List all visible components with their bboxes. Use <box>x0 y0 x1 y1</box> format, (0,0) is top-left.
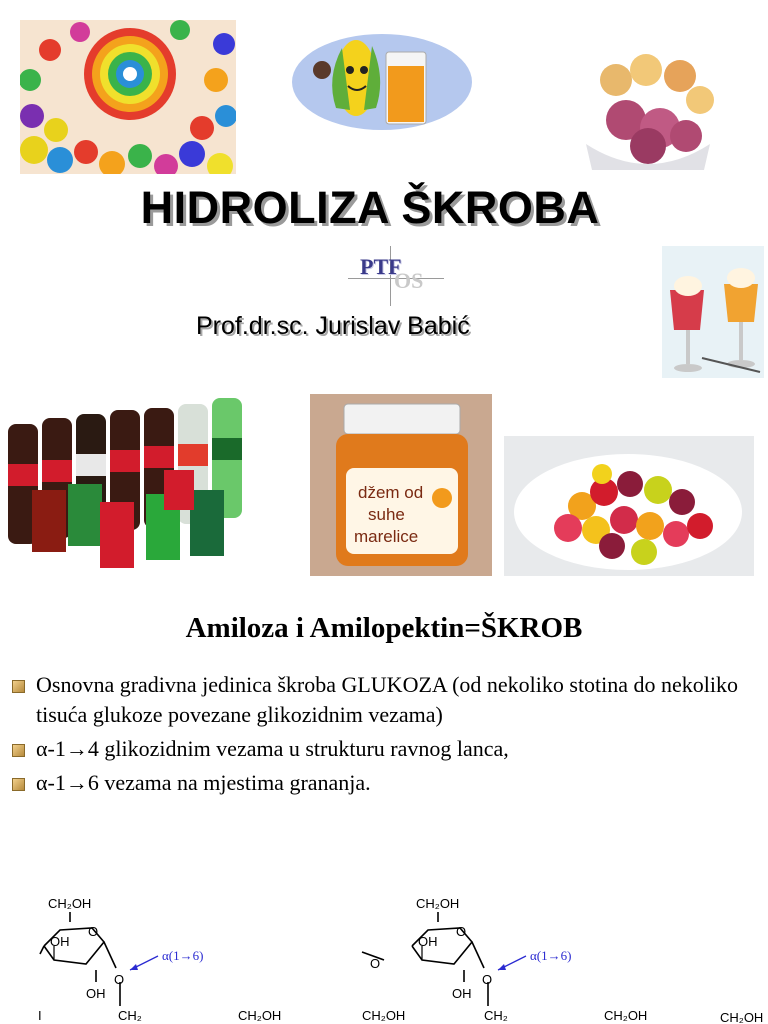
jelly-desserts-photo <box>662 246 764 378</box>
o-label: O <box>370 956 381 971</box>
logo-ptf-text: PTF <box>360 254 402 279</box>
ch2oh-label: CH₂OH <box>238 1008 282 1023</box>
bullet-text: Osnovna gradivna jedinica škroba GLUKOZA (od nekoliko stotina do nekoliko tisuća glukoze povezane glikozidnim vezama) <box>36 672 739 727</box>
ptf-logo <box>348 246 444 308</box>
glucose-ring-left <box>40 912 120 1006</box>
jelly-candies-photo <box>504 436 754 576</box>
bullet-text: α-1→6 vezama na mjestima grananja. <box>36 770 371 795</box>
ring-o-label: O <box>456 924 467 939</box>
soft-drinks-photo <box>4 394 248 572</box>
ring-o-label: O <box>88 924 99 939</box>
alpha-bond-label: α(1→6) <box>530 948 572 963</box>
section-title: Amiloza i Amilopektin=ŠKROB <box>185 612 583 644</box>
ch2-label: CH₂ <box>118 1008 142 1023</box>
bullet-text: α-1→4 glikozidnim vezama u strukturu ravnog lanca, <box>36 736 509 761</box>
ch2-label: CH₂ <box>484 1008 508 1023</box>
bullet-item <box>8 670 758 730</box>
bullet-square-icon <box>12 744 25 757</box>
bullet-item <box>8 768 758 798</box>
bullet-list <box>8 670 758 802</box>
presentation-title: HIDROLIZA ŠKROBA <box>140 182 600 233</box>
author-name: Prof.dr.sc. Jurislav Babić <box>196 312 470 340</box>
ch2oh-label: CH₂OH <box>48 896 92 911</box>
ch2oh-label: CH₂OH <box>720 1010 764 1024</box>
left-mark-label: I <box>38 1008 42 1023</box>
logo-os-text: OS <box>394 268 424 293</box>
bullet-square-icon <box>12 778 25 791</box>
ch2oh-label: CH₂OH <box>362 1008 406 1023</box>
ch2oh-label: CH₂OH <box>604 1008 648 1023</box>
o-label: O <box>114 972 125 987</box>
apricot-jam-jar-photo <box>310 394 492 576</box>
ch2oh-label: CH₂OH <box>416 896 460 911</box>
bond-arrow-head <box>130 964 138 970</box>
jam-label-line3: marelice <box>354 527 419 546</box>
alpha-bond-label: α(1→6) <box>162 948 204 963</box>
corn-juice-illustration <box>286 18 478 138</box>
amylopectin-structure-diagram <box>0 870 768 1024</box>
ice-cream-photo <box>576 44 720 174</box>
oh-label: OH <box>50 934 70 949</box>
oh-label: OH <box>86 986 106 1001</box>
candy-lollipop-photo <box>20 20 236 174</box>
bullet-square-icon <box>12 680 25 693</box>
jam-label-line1: džem od <box>358 483 424 502</box>
jam-label-line2: suhe <box>368 505 405 524</box>
bullet-item <box>8 734 758 764</box>
oh-label: OH <box>452 986 472 1001</box>
o-label: O <box>482 972 493 987</box>
bond-arrow-head <box>498 964 506 970</box>
oh-label: OH <box>418 934 438 949</box>
